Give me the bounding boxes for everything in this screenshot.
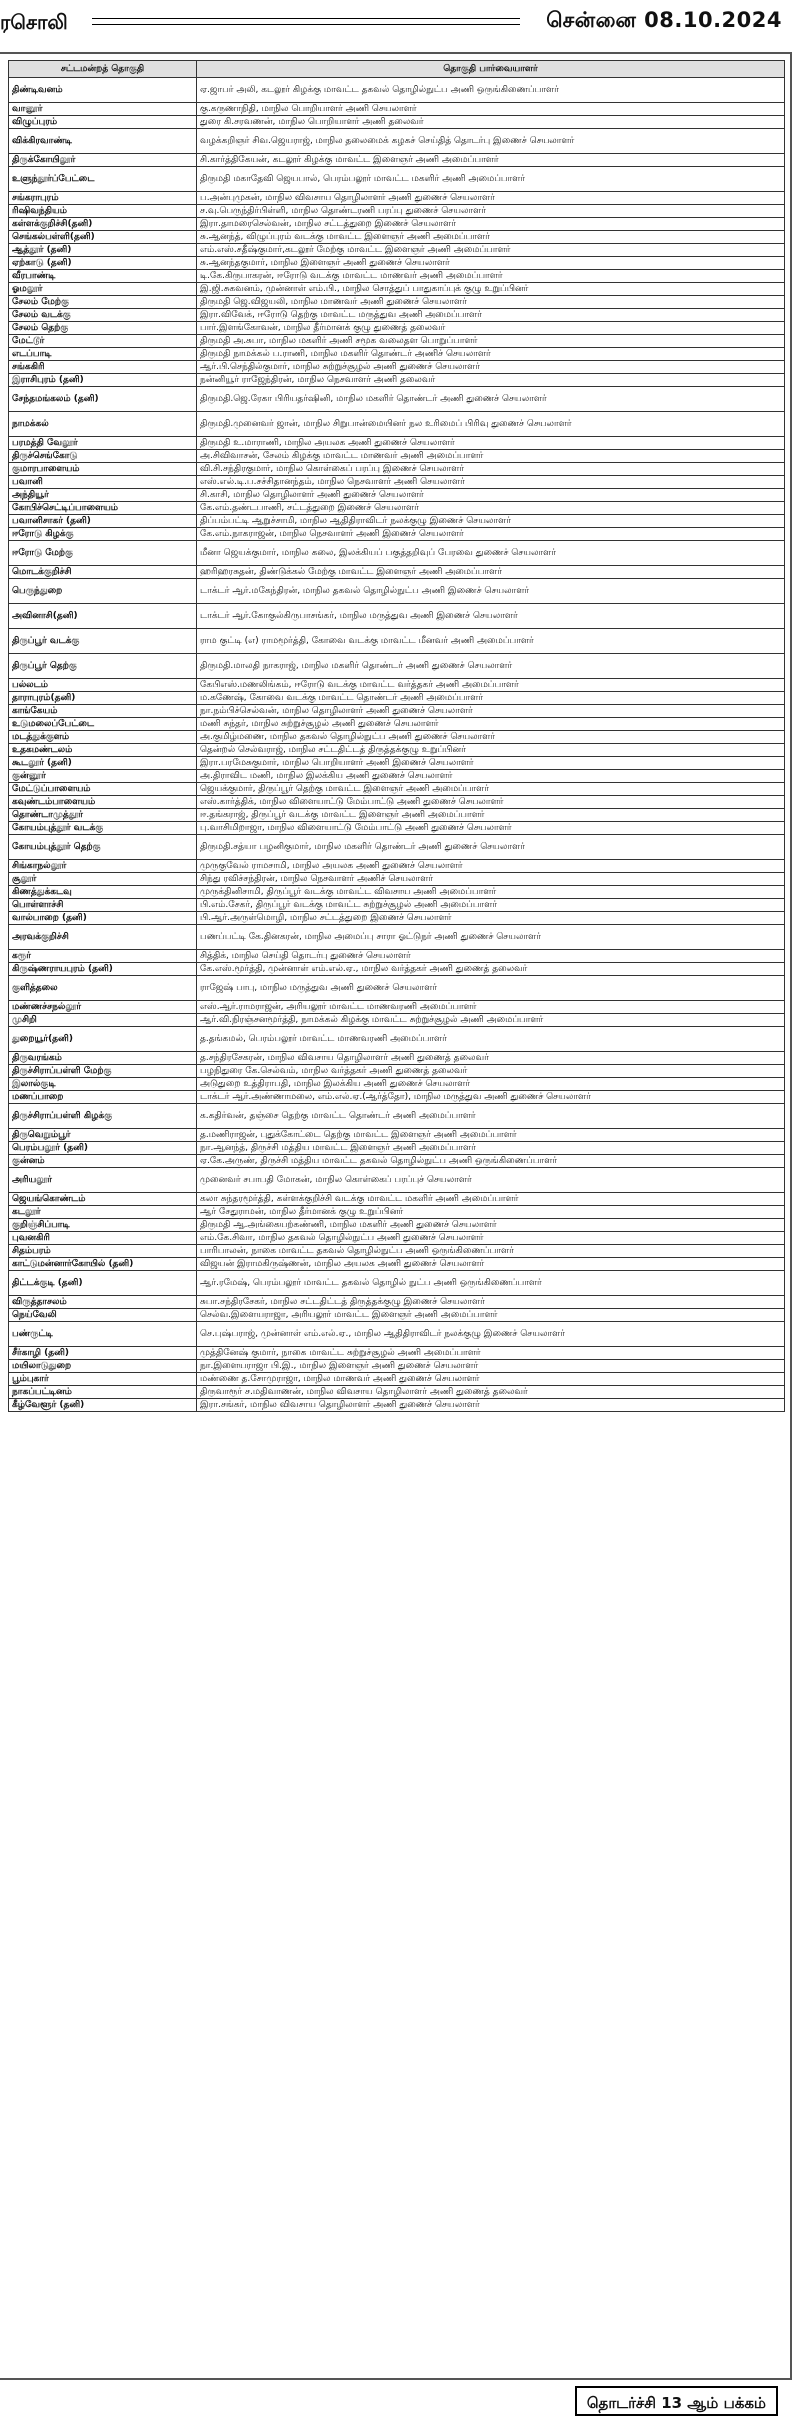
observer-cell: கே.எம்.தண்டபாணி, சட்டத்துறை இணைச் செயலாளர் bbox=[197, 502, 785, 515]
constituency-cell: திருச்சிராப்பள்ளி கிழக்கு bbox=[9, 1104, 197, 1129]
constituency-cell: துறையூர்(தனி) bbox=[9, 1027, 197, 1052]
observer-cell: கே.எஸ்.மூர்த்தி, முன்னாள் எம்.எல்.ஏ., மாநில வர்த்தகர் அணி துணைத் தலைவர் bbox=[197, 963, 785, 976]
table-row bbox=[9, 1347, 785, 1360]
table-row bbox=[9, 129, 785, 154]
observer-cell: ராஜேஷ் பாபு, மாநில மருத்துவ அணி துணைச் செயலாளர் bbox=[197, 976, 785, 1001]
table-row bbox=[9, 912, 785, 925]
table-row bbox=[9, 1386, 785, 1399]
table-row bbox=[9, 335, 785, 348]
table-row bbox=[9, 604, 785, 629]
table-row bbox=[9, 1001, 785, 1014]
observer-cell: பு.வாசிமிறாஜா, மாநில விளையாட்டு மேம்பாட்டு அணி துணைச் செயலாளர் bbox=[197, 822, 785, 835]
table-row bbox=[9, 528, 785, 541]
observer-cell: க.கதிர்வன், தஞ்சை தெற்கு மாவட்ட தொண்டர் அணி அமைப்பாளர் bbox=[197, 1104, 785, 1129]
observer-cell: முனைவர் சபாபதி மோகன், மாநில கொள்கைப் பரப்புச் செயலாளர் bbox=[197, 1168, 785, 1193]
constituency-cell: கூடலூர் (தனி) bbox=[9, 757, 197, 770]
constituency-cell: குறிஞ்சிப்பாடி bbox=[9, 1219, 197, 1232]
table-row bbox=[9, 731, 785, 744]
constituency-cell: அவினாசி(தனி) bbox=[9, 604, 197, 629]
constituency-observer-table bbox=[8, 60, 785, 1412]
observer-cell: டாக்டர் ஆர்.மகேந்திரன், மாநில தகவல் தொழில்நுட்ப அணி இணைச் செயலாளர் bbox=[197, 579, 785, 604]
constituency-cell: மேட்டூர் bbox=[9, 335, 197, 348]
constituency-cell: குன்னூர் bbox=[9, 770, 197, 783]
observer-cell: ஆர் சேதுராமன், மாநில தீர்மானக் குழு உறுப்பினர் bbox=[197, 1206, 785, 1219]
constituency-cell: ஆத்தூர் (தனி) bbox=[9, 244, 197, 257]
observer-cell: ஹரிஹரசுதன், திண்டுக்கல் மேற்கு மாவட்ட இளைஞர் அணி அமைப்பாளர் bbox=[197, 566, 785, 579]
observer-cell: பி.எம்.சேகர், திருப்பூர் வடக்கு மாவட்ட சுற்றுச்சூழல் அணி அமைப்பாளர் bbox=[197, 899, 785, 912]
table-row bbox=[9, 1399, 785, 1412]
observer-cell: பார்.இளங்கோவன், மாநில தீர்மானக் குழு துணைத் தலைவர் bbox=[197, 322, 785, 335]
table-row bbox=[9, 1193, 785, 1206]
constituency-cell: திட்டக்குடி (தனி) bbox=[9, 1271, 197, 1296]
table-row bbox=[9, 925, 785, 950]
observer-cell: கேபிஎஸ்.மணலிங்கம், ஈரோடு வடக்கு மாவட்ட வர்த்தகர் அணி அமைப்பாளர் bbox=[197, 679, 785, 692]
table-row bbox=[9, 192, 785, 205]
observer-cell: வி.சி.சந்திரகுமார், மாநில கொள்கைப் பரப்பு இணைச் செயலாளர் bbox=[197, 463, 785, 476]
table-row bbox=[9, 718, 785, 731]
observer-cell: எம்.கே.சிவா, மாநில தகவல் தொழில்நுட்ப அணி துணைச் செயலாளர் bbox=[197, 1232, 785, 1245]
observer-cell: டாக்டர் ஆர்.அண்ணாமலை, எம்.எல்.ஏ.(ஆர்த்தோ), மாநில மருத்துவ அணி துணைச் செயலாளர் bbox=[197, 1091, 785, 1104]
constituency-cell: எடப்பாடி bbox=[9, 348, 197, 361]
table-row bbox=[9, 1129, 785, 1142]
constituency-cell: திருச்செங்கோடு bbox=[9, 450, 197, 463]
constituency-cell: திருப்பூர் வடக்கு bbox=[9, 629, 197, 654]
header-rule bbox=[92, 18, 520, 25]
observer-cell: ம.கணேஷ், கோவை வடக்கு மாவட்ட தொண்டர் அணி அமைப்பாளர் bbox=[197, 692, 785, 705]
observer-cell: விஜயன் இராமகிருஷ்ணன், மாநில அயலக அணி துணைச் செயலாளர் bbox=[197, 1258, 785, 1271]
observer-cell: தென்றல் செல்வராஜ், மாநில சட்டதிட்டத் திருத்தக்குழு உறுப்பினர் bbox=[197, 744, 785, 757]
table-row bbox=[9, 1258, 785, 1271]
constituency-cell: விழுப்புரம் bbox=[9, 116, 197, 129]
table-row bbox=[9, 348, 785, 361]
continued-notice: தொடர்ச்சி 13 ஆம் பக்கம் bbox=[575, 2386, 778, 2416]
page-header bbox=[0, 0, 800, 44]
observer-cell: ச.வு.பெருந்திர்பிள்ளி, மாநில தொண்டரணி பரப்பு துணைச் செயலாளர் bbox=[197, 205, 785, 218]
observer-cell: நா.ஆனந்த், திருச்சி மத்திய மாவட்ட இளைஞர் அணி அமைப்பாளர் bbox=[197, 1142, 785, 1155]
table-body bbox=[9, 78, 785, 1412]
constituency-cell: விக்கிரவாண்டி bbox=[9, 129, 197, 154]
constituency-cell: தாராபுரம்(தனி) bbox=[9, 692, 197, 705]
table-row bbox=[9, 502, 785, 515]
dateline: சென்னை 08.10.2024 bbox=[546, 8, 782, 32]
observer-cell: த.தங்கமல், பெரம்பலூர் மாவட்ட மாணவரணி அமைப்பாளர் bbox=[197, 1027, 785, 1052]
constituency-cell: சங்ககிரி bbox=[9, 361, 197, 374]
observer-cell: ராம குட்டி (எ) ராமமூர்த்தி, கோவை வடக்கு மாவட்ட மீனவர் அணி அமைப்பாளர் bbox=[197, 629, 785, 654]
table-row bbox=[9, 231, 785, 244]
table-row bbox=[9, 1065, 785, 1078]
table-row bbox=[9, 950, 785, 963]
table-row bbox=[9, 1309, 785, 1322]
observer-cell: நா.இளையராஜா பி.இ., மாநில இளைஞர் அணி துணைச் செயலாளர் bbox=[197, 1360, 785, 1373]
observer-cell: சித்திக், மாநில செய்தி தொடர்பு துணைச் செயலாளர் bbox=[197, 950, 785, 963]
constituency-cell: புவனகிரி bbox=[9, 1232, 197, 1245]
observer-cell: அடுதுறை உத்திராபதி, மாநில இலக்கிய அணி துணைச் செயலாளர் bbox=[197, 1078, 785, 1091]
constituency-cell: கவுண்டம்பாளையம் bbox=[9, 796, 197, 809]
constituency-cell: கோயம்புத்தூர் வடக்கு bbox=[9, 822, 197, 835]
constituency-cell: ரிஷிவந்தியம் bbox=[9, 205, 197, 218]
constituency-cell: குன்னம் bbox=[9, 1155, 197, 1168]
observer-cell: ஜெயக்குமார், திருப்பூர் தெற்கு மாவட்ட இளைஞர் அணி அமைப்பாளர் bbox=[197, 783, 785, 796]
table-row bbox=[9, 679, 785, 692]
constituency-cell: திருவரங்கம் bbox=[9, 1052, 197, 1065]
constituency-cell: திருக்கோயிலூர் bbox=[9, 154, 197, 167]
observer-cell: சி.காசி, மாநில தொழிலாளர் அணி துணைச் செயலாளர் bbox=[197, 489, 785, 502]
table-row bbox=[9, 1155, 785, 1168]
constituency-cell: கீழ்வேளூர் (தனி) bbox=[9, 1399, 197, 1412]
constituency-cell: முசிறி bbox=[9, 1014, 197, 1027]
table-row bbox=[9, 78, 785, 103]
constituency-cell: மயிலாடுதுறை bbox=[9, 1360, 197, 1373]
constituency-cell: அரியலூர் bbox=[9, 1168, 197, 1193]
observer-cell: முத்தினேஷ் குமார், நாகை மாவட்ட சுற்றுச்சூழல் அணி அமைப்பாளர் bbox=[197, 1347, 785, 1360]
table-row bbox=[9, 860, 785, 873]
observer-cell: திருமதி அ.சுபா, மாநில மகளிர் அணி சமூக வலைதள பொறுப்பாளர் bbox=[197, 335, 785, 348]
table-row bbox=[9, 244, 785, 257]
constituency-cell: தொண்டாமுத்தூர் bbox=[9, 809, 197, 822]
observer-cell: த.சந்திரசேகரன், மாநில விவசாய தொழிலாளர் அணி துணைத் தலைவர் bbox=[197, 1052, 785, 1065]
observer-cell: ஈ.தங்கராஜ், திருப்பூர் வடக்கு மாவட்ட இளைஞர் அணி அமைப்பாளர் bbox=[197, 809, 785, 822]
constituency-cell: கரூர் bbox=[9, 950, 197, 963]
observer-cell: இரா.சங்கர், மாநில விவசாய தொழிலாளர் அணி துணைச் செயலாளர் bbox=[197, 1399, 785, 1412]
observer-cell: செ.புஷ்பராஜ், முன்னாள் எம்.எல்.ஏ., மாநில ஆதிதிராவிடர் நலக்குழு இணைச் செயலாளர் bbox=[197, 1322, 785, 1347]
constituency-cell: இராசிபுரம் (தனி) bbox=[9, 374, 197, 387]
constituency-cell: கடலூர் bbox=[9, 1206, 197, 1219]
constituency-cell: பெரம்பலூர் (தனி) bbox=[9, 1142, 197, 1155]
table-row bbox=[9, 1219, 785, 1232]
observer-cell: துரை கி.சரவணன், மாநில பொறியாளர் அணி தலைவர் bbox=[197, 116, 785, 129]
table-row bbox=[9, 374, 785, 387]
observer-cell: சிந்து ரவிச்சந்திரன், மாநில நெசவாளர் அணிச் செயலாளர் bbox=[197, 873, 785, 886]
observer-cell: டி.கே.கிருபாகரன், ஈரோடு வடக்கு மாவட்ட மாணவர் அணி அமைப்பாளர் bbox=[197, 270, 785, 283]
constituency-cell: காங்கேயம் bbox=[9, 705, 197, 718]
constituency-cell: திருச்சிராப்பள்ளி மேற்கு bbox=[9, 1065, 197, 1078]
observer-cell: பாரிபாலன், நாகை மாவட்ட தகவல் தொழில்நுட்ப அணி ஒருங்கிணைப்பாளர் bbox=[197, 1245, 785, 1258]
table-row bbox=[9, 103, 785, 116]
observer-cell: சு.ஆனந்த், விழுப்புரம் வடக்கு மாவட்ட இளைஞர் அணி அமைப்பாளர் bbox=[197, 231, 785, 244]
observer-cell: வழக்கறிஞர் சிவ.ஜெயராஜ், மாநில தலைமைக் கழகச் செய்தித் தொடர்பு இணைச் செயலாளர் bbox=[197, 129, 785, 154]
table-row bbox=[9, 1091, 785, 1104]
constituency-cell: ஓமலூர் bbox=[9, 283, 197, 296]
table-row bbox=[9, 489, 785, 502]
table-row bbox=[9, 283, 785, 296]
constituency-cell: பூம்புகார் bbox=[9, 1373, 197, 1386]
table-row bbox=[9, 154, 785, 167]
constituency-cell: பண்ருட்டி bbox=[9, 1322, 197, 1347]
observer-cell: பழநிதுரை கே.செல்வம், மாநில வர்த்தகர் அணி துணைத் தலைவர் bbox=[197, 1065, 785, 1078]
table-row bbox=[9, 744, 785, 757]
table-row bbox=[9, 1168, 785, 1193]
table-row bbox=[9, 1142, 785, 1155]
observer-cell: இரா.தாமரைசெல்வன், மாநில சட்டத்துறை இணைச் செயலாளர் bbox=[197, 218, 785, 231]
table-row bbox=[9, 886, 785, 899]
observer-cell: முருக்தினிசாமி, திருப்பூர் வடக்கு மாவட்ட விவசாய அணி அமைப்பாளர் bbox=[197, 886, 785, 899]
table-row bbox=[9, 757, 785, 770]
constituency-cell: கோபிச்செட்டிப்பாளையம் bbox=[9, 502, 197, 515]
constituency-cell: சிதம்பரம் bbox=[9, 1245, 197, 1258]
constituency-cell: சங்கராபுரம் bbox=[9, 192, 197, 205]
constituency-cell: உதகமண்டலம் bbox=[9, 744, 197, 757]
observer-cell: பி.ஆர்.அருள்மொழி, மாநில சட்டத்துறை இணைச் செயலாளர் bbox=[197, 912, 785, 925]
constituency-cell: மொடக்குறிச்சி bbox=[9, 566, 197, 579]
observer-cell: இ.ஜி.சுகவனம், முன்னாள் எம்.பி., மாநில சொத்துப் பாதுகாப்புக் குழு உறுப்பினர் bbox=[197, 283, 785, 296]
table-row bbox=[9, 322, 785, 335]
constituency-cell: கள்ளக்குறிச்சி(தனி) bbox=[9, 218, 197, 231]
constituency-cell: செங்கல்பள்ளி(தனி) bbox=[9, 231, 197, 244]
observer-cell: சுபா.சந்திரசேகர், மாநில சட்டதிட்டத் திருத்தக்குழு இணைச் செயலாளர் bbox=[197, 1296, 785, 1309]
table-row bbox=[9, 476, 785, 489]
table-row bbox=[9, 835, 785, 860]
constituency-cell: சூலூர் bbox=[9, 873, 197, 886]
observer-cell: எஸ்.கார்த்திக், மாநில விளையாட்டு மேம்பாட்டு அணி துணைச் செயலாளர் bbox=[197, 796, 785, 809]
table-row bbox=[9, 205, 785, 218]
table-row bbox=[9, 218, 785, 231]
table-row bbox=[9, 463, 785, 476]
table-row bbox=[9, 783, 785, 796]
constituency-cell: வானூர் bbox=[9, 103, 197, 116]
table-row bbox=[9, 270, 785, 283]
observer-cell: கு.கருணாநிதி, மாநில பொறியாளர் அணி செயலாளர் bbox=[197, 103, 785, 116]
observer-cell: கலா சுந்தரமூர்த்தி, கள்ளக்குறிச்சி வடக்கு மாவட்ட மகளிர் அணி அமைப்பாளர் bbox=[197, 1193, 785, 1206]
constituency-cell: சேந்தமங்கலம் (தனி) bbox=[9, 387, 197, 412]
table-row bbox=[9, 412, 785, 437]
table-row bbox=[9, 963, 785, 976]
table-row bbox=[9, 1271, 785, 1296]
observer-cell: எம்.எஸ்.சதீஷ்குமார்,கடலூர் மேற்கு மாவட்ட இளைஞர் அணி அமைப்பாளர் bbox=[197, 244, 785, 257]
observer-cell: அ.திராவிட மணி, மாநில இலக்கிய அணி துணைச் செயலாளர் bbox=[197, 770, 785, 783]
observer-cell: மீனா ஜெயக்குமார், மாநில கலை, இலக்கியப் பகுத்தறிவுப் பேரவை துணைச் செயலாளர் bbox=[197, 541, 785, 566]
constituency-cell: பரமத்தி வேலூர் bbox=[9, 437, 197, 450]
table-row bbox=[9, 770, 785, 783]
table-row bbox=[9, 437, 785, 450]
observer-cell: செல்வ.இளையராஜா, அரியலூர் மாவட்ட இளைஞர் அணி அமைப்பாளர் bbox=[197, 1309, 785, 1322]
observer-cell: திருமதி.சத்யா பழனிகுமார், மாநில மகளிர் தொண்டர் அணி துணைச் செயலாளர் bbox=[197, 835, 785, 860]
constituency-cell: மணப்பாறை bbox=[9, 1091, 197, 1104]
observer-cell: மணி சுந்தர், மாநில சுற்றுச்சூழல் அணி துணைச் செயலாளர் bbox=[197, 718, 785, 731]
observer-cell: த.மணிராஜன், புதுக்கோட்டை தெற்கு மாவட்ட இளைஞர் அணி அமைப்பாளர் bbox=[197, 1129, 785, 1142]
observer-cell: அ.குமிழ்மணை, மாநில தகவல் தொழில்நுட்ப அணி துணைச் செயலாளர் bbox=[197, 731, 785, 744]
constituency-cell: சேலம் மேற்கு bbox=[9, 296, 197, 309]
table-row bbox=[9, 822, 785, 835]
constituency-cell: மண்ணச்சநல்லூர் bbox=[9, 1001, 197, 1014]
observer-cell: திருமதி.முனைவர் ஜான், மாநில சிறுபான்மையினர் நல உரிமைப் பிரிவு துணைச் செயலாளர் bbox=[197, 412, 785, 437]
table-row bbox=[9, 541, 785, 566]
observer-cell: எஸ்.ஆர்.ராமராஜன், அரியலூர் மாவட்ட மாணவரணி அமைப்பாளர் bbox=[197, 1001, 785, 1014]
observer-cell: இரா.விவேக், ஈரோடு தெற்கு மாவட்ட மருத்துவ அணி அமைப்பாளர் bbox=[197, 309, 785, 322]
table-row bbox=[9, 566, 785, 579]
observer-cell: சு.ஆனந்தகுமார், மாநில இளைஞர் அணி துணைச் செயலாளர் bbox=[197, 257, 785, 270]
table-row bbox=[9, 629, 785, 654]
constituency-cell: கோயம்புத்தூர் தெற்கு bbox=[9, 835, 197, 860]
table-row bbox=[9, 692, 785, 705]
table-row bbox=[9, 705, 785, 718]
constituency-cell: ஏற்காடு (தனி) bbox=[9, 257, 197, 270]
constituency-cell: இலால்குடி bbox=[9, 1078, 197, 1091]
constituency-cell: வீரபாண்டி bbox=[9, 270, 197, 283]
table-row bbox=[9, 1206, 785, 1219]
observer-cell: முருகுவேல் ராமசாமி, மாநில அயலக அணி துணைச் செயலாளர் bbox=[197, 860, 785, 873]
table-row bbox=[9, 387, 785, 412]
observer-cell: கே.எம்.நாகராஜன், மாநில நெசவாளர் அணி இணைச் செயலாளர் bbox=[197, 528, 785, 541]
observer-cell: நன்னியூர் ராஜேந்திரன், மாநில நெசவாளர் அணி தலைவர் bbox=[197, 374, 785, 387]
table-row bbox=[9, 361, 785, 374]
table-row bbox=[9, 1322, 785, 1347]
table-row bbox=[9, 1014, 785, 1027]
constituency-cell: பொள்ளாச்சி bbox=[9, 899, 197, 912]
observer-cell: திருமதி ஜெ.விஜயலி, மாநில மாணவர் அணி துணைச் செயலாளர் bbox=[197, 296, 785, 309]
constituency-cell: குமாரபாளையம் bbox=[9, 463, 197, 476]
header-observer: தொகுதி பார்வையாளர் bbox=[197, 61, 785, 78]
table-row bbox=[9, 1052, 785, 1065]
table-row bbox=[9, 1373, 785, 1386]
table-row bbox=[9, 1360, 785, 1373]
observer-cell: திருமதி உ.மாராணி, மாநில அயலக அணி துணைச் செயலாளர் bbox=[197, 437, 785, 450]
table-row bbox=[9, 309, 785, 322]
observer-cell: மண்ணை த.சோமுராஜா, மாநில மாணவர் அணி துணைச் செயலாளர் bbox=[197, 1373, 785, 1386]
constituency-cell: ஈரோடு மேற்கு bbox=[9, 541, 197, 566]
observer-cell: திருமதி.ஜெ.ரேகா பிரியதர்ஷினி, மாநில மகளிர் தொண்டர் அணி துணைச் செயலாளர் bbox=[197, 387, 785, 412]
table-row bbox=[9, 450, 785, 463]
table-header-row bbox=[9, 61, 785, 78]
observer-cell: திருமதி மகாதேவி ஜெயபால், பெரம்பலூர் மாவட்ட மகளிர் அணி அமைப்பாளர் bbox=[197, 167, 785, 192]
table-row bbox=[9, 899, 785, 912]
constituency-cell: சேலம் வடக்கு bbox=[9, 309, 197, 322]
observer-cell: டாக்டர் ஆர்.கோகுல்கிருபாசங்கர், மாநில மருத்துவ அணி இணைச் செயலாளர் bbox=[197, 604, 785, 629]
observer-cell: திப்பம்பட்டி ஆறுச்சாமி, மாநில ஆதிதிராவிடர் நலக்குழு இணைச் செயலாளர் bbox=[197, 515, 785, 528]
observer-cell: திருமதி.மாலதி நாகராஜ், மாநில மகளிர் தொண்டர் அணி துணைச் செயலாளர் bbox=[197, 654, 785, 679]
table-row bbox=[9, 654, 785, 679]
table-row bbox=[9, 873, 785, 886]
constituency-cell: சிங்காநல்லூர் bbox=[9, 860, 197, 873]
constituency-cell: நாமக்கல் bbox=[9, 412, 197, 437]
constituency-cell: நெய்வேலி bbox=[9, 1309, 197, 1322]
table-row bbox=[9, 976, 785, 1001]
observer-cell: ப.அன்புமுகன், மாநில விவசாய தொழிலாளர் அணி துணைச் செயலாளர் bbox=[197, 192, 785, 205]
table-row bbox=[9, 796, 785, 809]
observer-cell: ஏ.கே.அருண், திருச்சி மத்திய மாவட்ட தகவல் தொழில்நுட்ப அணி ஒருங்கிணைப்பாளர் bbox=[197, 1155, 785, 1168]
observer-cell: எஸ்.எல்.டி.ப.சச்சிதானந்தம், மாநில நெசவாளர் அணி செயலாளர் bbox=[197, 476, 785, 489]
table-row bbox=[9, 296, 785, 309]
constituency-cell: பவானிசாகர் (தனி) bbox=[9, 515, 197, 528]
constituency-cell: திண்டிவனம் bbox=[9, 78, 197, 103]
table-row bbox=[9, 1296, 785, 1309]
constituency-cell: விருத்தாசலம் bbox=[9, 1296, 197, 1309]
constituency-cell: சீர்காழி (தனி) bbox=[9, 1347, 197, 1360]
table-row bbox=[9, 116, 785, 129]
constituency-cell: உளுந்தூர்ப்பேட்டை bbox=[9, 167, 197, 192]
constituency-cell: திருவெறும்பூர் bbox=[9, 1129, 197, 1142]
constituency-cell: பவானி bbox=[9, 476, 197, 489]
constituency-cell: பல்லடம் bbox=[9, 679, 197, 692]
constituency-cell: மடத்துக்குளம் bbox=[9, 731, 197, 744]
observer-cell: திருமதி நாமக்கல் ப.ராணி, மாநில மகளிர் தொண்டர் அணிச் செயலாளர் bbox=[197, 348, 785, 361]
observer-cell: இரா.பரமேசுகுமார், மாநில பொறியாளர் அணி இணைச் செயலாளர் bbox=[197, 757, 785, 770]
constituency-cell: ஜெயங்கொண்டம் bbox=[9, 1193, 197, 1206]
observer-cell: ஏ.ஜாபர் அலி, கடலூர் கிழக்கு மாவட்ட தகவல் தொழில்நுட்ப அணி ஒருங்கிணைப்பாளர் bbox=[197, 78, 785, 103]
table-row bbox=[9, 1104, 785, 1129]
constituency-cell: அரவக்குறிச்சி bbox=[9, 925, 197, 950]
observer-cell: ஆர்.ரமேஷ், பெரம்பலூர் மாவட்ட தகவல் தொழில் நுட்ப அணி ஒருங்கிணைப்பாளர் bbox=[197, 1271, 785, 1296]
constituency-cell: நாகப்பட்டினம் bbox=[9, 1386, 197, 1399]
constituency-cell: வால்பாறை (தனி) bbox=[9, 912, 197, 925]
constituency-cell: திருப்பூர் தெற்கு bbox=[9, 654, 197, 679]
observer-cell: நா.நம்பிச்செல்வன், மாநில தொழிலாளர் அணி துணைச் செயலாளர் bbox=[197, 705, 785, 718]
constituency-cell: மேட்டுப்பாளையம் bbox=[9, 783, 197, 796]
constituency-cell: கிணத்துக்கடவு bbox=[9, 886, 197, 899]
table-row bbox=[9, 1078, 785, 1091]
observer-cell: ஆர்.பி.செந்தில்குமார், மாநில சுற்றுச்சூழல் அணி துணைச் செயலாளர் bbox=[197, 361, 785, 374]
constituency-cell: சேலம் தெற்கு bbox=[9, 322, 197, 335]
constituency-cell: அந்தியூர் bbox=[9, 489, 197, 502]
observer-cell: அ.சிவிவாசன், சேலம் கிழக்கு மாவட்ட மாணவர் அணி அமைப்பாளர் bbox=[197, 450, 785, 463]
table-row bbox=[9, 1245, 785, 1258]
header-constituency: சட்டமன்றத் தொகுதி bbox=[9, 61, 197, 78]
table-row bbox=[9, 809, 785, 822]
constituency-cell: பெருந்துறை bbox=[9, 579, 197, 604]
constituency-cell: கிருஷ்ணராயபுரம் (தனி) bbox=[9, 963, 197, 976]
observer-cell: திருவாரூர் ச.மதிவாணன், மாநில விவசாய தொழிலாளர் அணி துணைத் தலைவர் bbox=[197, 1386, 785, 1399]
table-row bbox=[9, 579, 785, 604]
table-row bbox=[9, 1027, 785, 1052]
observer-cell: சி.கார்த்திகேயன், கடலூர் கிழக்கு மாவட்ட இளைஞர் அணி அமைப்பாளர் bbox=[197, 154, 785, 167]
table-row bbox=[9, 257, 785, 270]
constituency-cell: உடுமலைப்பேட்டை bbox=[9, 718, 197, 731]
observer-cell: பணப்பட்டி கே.தினகரன், மாநில அமைப்பு சாரா ஓட்டுநர் அணி துணைச் செயலாளர் bbox=[197, 925, 785, 950]
table-row bbox=[9, 167, 785, 192]
observer-cell: திருமதி ஆ.அங்கையற்கண்ணி, மாநில மகளிர் அணி துணைச் செயலாளர் bbox=[197, 1219, 785, 1232]
newspaper-name: ரசொலி bbox=[0, 10, 68, 34]
table-row bbox=[9, 515, 785, 528]
constituency-cell: குளித்தலை bbox=[9, 976, 197, 1001]
observer-cell: ஆர்.வி.நிரஞ்சனமூர்த்தி, நாமக்கல் கிழக்கு மாவட்ட சுற்றுச்சூழல் அணி அமைப்பாளர் bbox=[197, 1014, 785, 1027]
constituency-cell: ஈரோடு கிழக்கு bbox=[9, 528, 197, 541]
constituency-cell: காட்டுமன்னார்கோயில் (தனி) bbox=[9, 1258, 197, 1271]
table-row bbox=[9, 1232, 785, 1245]
